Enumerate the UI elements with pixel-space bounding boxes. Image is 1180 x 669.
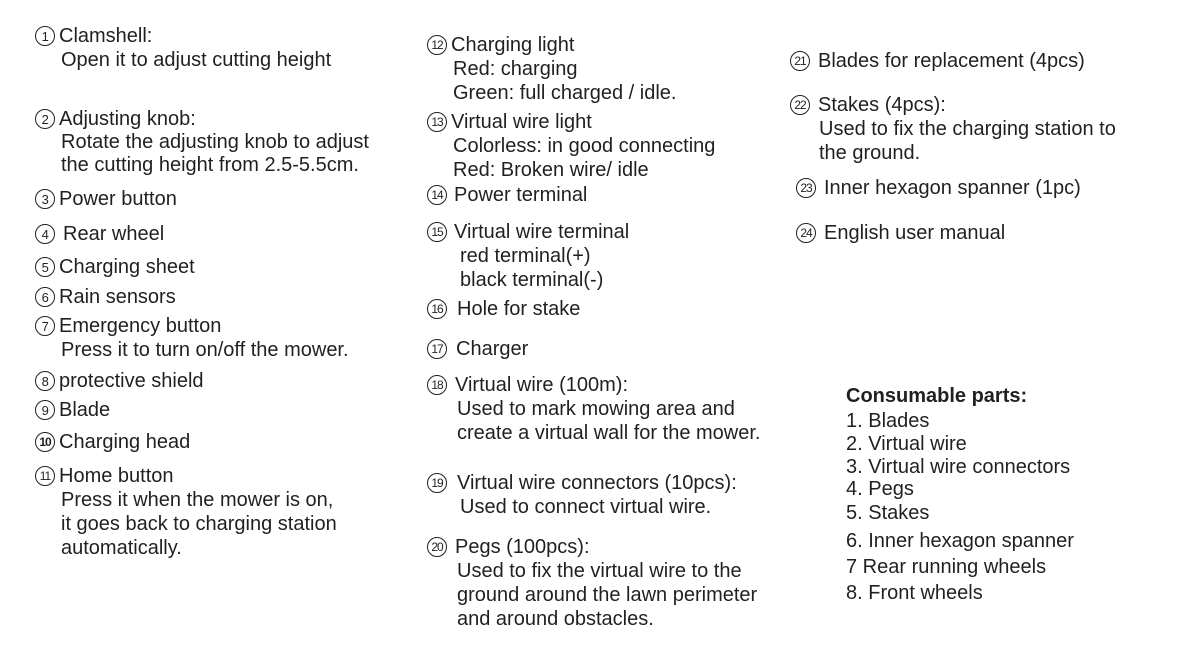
- number-circle-icon: 8: [35, 371, 55, 391]
- part-title: Rain sensors: [59, 286, 176, 308]
- part-item-20: [427, 535, 757, 631]
- part-description: Green: full charged / idle.: [453, 82, 677, 104]
- part-item-24: [796, 221, 1005, 245]
- part-item-22: [790, 93, 1116, 165]
- number-circle-icon: 15: [427, 222, 447, 242]
- part-item-17: [427, 337, 528, 361]
- part-title: Blades for replacement (4pcs): [818, 50, 1085, 72]
- part-description: the ground.: [819, 142, 921, 164]
- part-description: the cutting height from 2.5-5.5cm.: [61, 154, 359, 176]
- number-circle-icon: 2: [35, 109, 55, 129]
- part-item-21: [790, 49, 1085, 73]
- number-circle-icon: 19: [427, 473, 447, 493]
- part-item-3: [35, 187, 177, 211]
- part-item-13: [427, 110, 715, 182]
- number-circle-icon: 17: [427, 339, 447, 359]
- part-item-14: [427, 183, 587, 207]
- part-title: Clamshell:: [59, 25, 153, 47]
- part-description: Used to fix the virtual wire to the: [457, 560, 742, 582]
- part-item-8: [35, 369, 204, 393]
- part-title: Home button: [59, 465, 174, 487]
- consumable-item: 3. Virtual wire connectors: [846, 456, 1071, 478]
- part-title: Charging head: [59, 431, 191, 453]
- part-item-4: [35, 222, 164, 246]
- number-circle-icon: 5: [35, 257, 55, 277]
- number-circle-icon: 10: [35, 432, 55, 452]
- part-description: black terminal(-): [460, 269, 604, 291]
- number-circle-icon: 1: [35, 26, 55, 46]
- part-item-19: [427, 471, 737, 519]
- part-description: Press it when the mower is on,: [61, 489, 334, 511]
- part-item-5: [35, 255, 195, 279]
- consumable-item: 7 Rear running wheels: [846, 556, 1047, 578]
- number-circle-icon: 22: [790, 95, 810, 115]
- part-title: Virtual wire connectors (10pcs):: [457, 472, 737, 494]
- number-circle-icon: 9: [35, 400, 55, 420]
- part-title: Charging sheet: [59, 256, 195, 278]
- number-circle-icon: 11: [35, 466, 55, 486]
- consumable-item: 8. Front wheels: [846, 582, 983, 604]
- part-title: Adjusting knob:: [59, 108, 196, 130]
- part-description: ground around the lawn perimeter: [457, 584, 758, 606]
- part-title: Emergency button: [59, 315, 222, 337]
- part-title: Virtual wire light: [451, 111, 592, 133]
- consumable-item: 5. Stakes: [846, 502, 930, 524]
- consumable-item: 2. Virtual wire: [846, 433, 967, 455]
- part-item-23: [796, 176, 1081, 200]
- number-circle-icon: 24: [796, 223, 816, 243]
- number-circle-icon: 3: [35, 189, 55, 209]
- part-description: red terminal(+): [460, 245, 591, 267]
- part-item-2: [35, 107, 369, 177]
- part-description: Press it to turn on/off the mower.: [61, 339, 349, 361]
- part-description: Red: charging: [453, 58, 578, 80]
- part-description: it goes back to charging station: [61, 513, 337, 535]
- number-circle-icon: 4: [35, 224, 55, 244]
- consumable-item: 1. Blades: [846, 410, 930, 432]
- part-description: and around obstacles.: [457, 608, 654, 630]
- number-circle-icon: 12: [427, 35, 447, 55]
- part-title: Charging light: [451, 34, 575, 56]
- part-description: create a virtual wall for the mower.: [457, 422, 761, 444]
- part-item-11: [35, 464, 337, 560]
- part-item-6: [35, 285, 176, 309]
- part-title: Inner hexagon spanner (1pc): [824, 177, 1081, 199]
- number-circle-icon: 14: [427, 185, 447, 205]
- number-circle-icon: 7: [35, 316, 55, 336]
- part-item-15: [427, 220, 629, 292]
- number-circle-icon: 23: [796, 178, 816, 198]
- part-description: Used to fix the charging station to: [819, 118, 1116, 140]
- part-title: Pegs (100pcs):: [455, 536, 590, 558]
- part-item-18: [427, 373, 760, 445]
- number-circle-icon: 16: [427, 299, 447, 319]
- consumable-item: 6. Inner hexagon spanner: [846, 530, 1074, 552]
- number-circle-icon: 20: [427, 537, 447, 557]
- part-description: Used to connect virtual wire.: [460, 496, 712, 518]
- part-item-16: [427, 297, 580, 321]
- part-description: Colorless: in good connecting: [453, 135, 716, 157]
- consumable-item: 4. Pegs: [846, 478, 914, 500]
- part-item-10: [35, 430, 190, 454]
- part-title: Stakes (4pcs):: [818, 94, 946, 116]
- part-item-9: [35, 398, 110, 422]
- part-description: Rotate the adjusting knob to adjust: [61, 131, 369, 153]
- consumable-title: Consumable parts:: [846, 385, 1028, 407]
- number-circle-icon: 6: [35, 287, 55, 307]
- part-item-7: [35, 314, 349, 362]
- part-title: protective shield: [59, 370, 204, 392]
- part-title: Virtual wire (100m):: [455, 374, 629, 396]
- part-item-12: [427, 33, 676, 105]
- number-circle-icon: 18: [427, 375, 447, 395]
- part-description: automatically.: [61, 537, 182, 559]
- part-title: English user manual: [824, 222, 1006, 244]
- part-title: Power terminal: [454, 184, 588, 206]
- part-item-1: [35, 24, 331, 72]
- part-description: Red: Broken wire/ idle: [453, 159, 649, 181]
- part-title: Hole for stake: [457, 298, 581, 320]
- part-title: Virtual wire terminal: [454, 221, 630, 243]
- consumable-parts-list: [846, 384, 1074, 606]
- part-title: Rear wheel: [63, 223, 165, 245]
- number-circle-icon: 13: [427, 112, 447, 132]
- part-description: Used to mark mowing area and: [457, 398, 735, 420]
- part-title: Power button: [59, 188, 177, 210]
- part-title: Blade: [59, 399, 111, 421]
- part-title: Charger: [456, 338, 529, 360]
- number-circle-icon: 21: [790, 51, 810, 71]
- part-description: Open it to adjust cutting height: [61, 49, 332, 71]
